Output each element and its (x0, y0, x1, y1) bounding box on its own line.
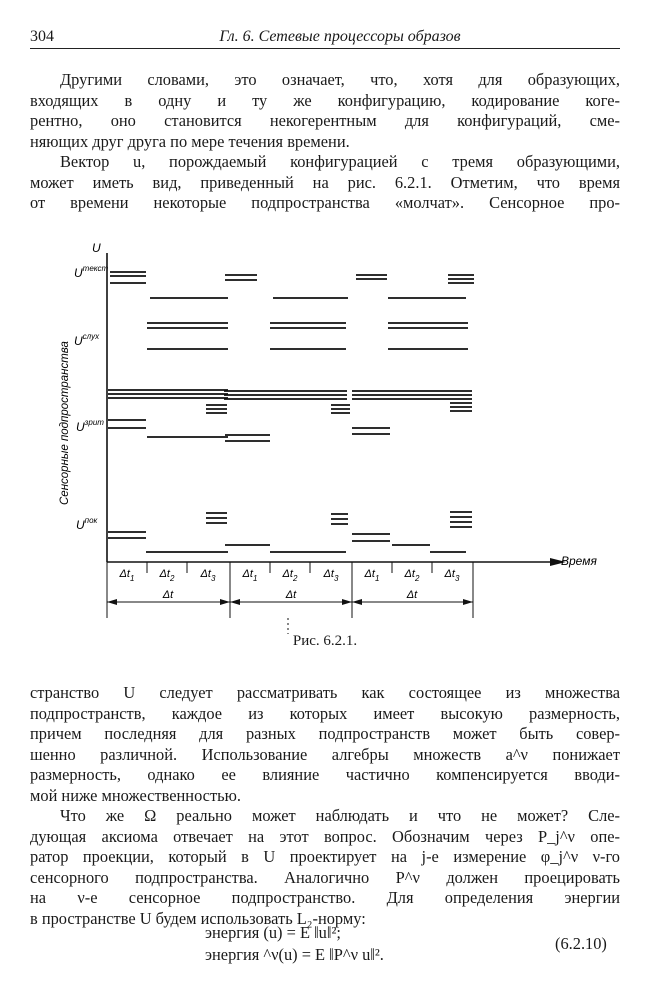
text-line: подпространств, каждое из которых имеет высокую размерность, (30, 703, 620, 723)
sub-interval-label: $\Delta t_1$ (364, 568, 380, 583)
text-line: на ν-е сенсорное подпространство. Для определения энергии (30, 888, 620, 907)
text-line: размерность, однако ее влияние частично компенсируется вводи- (30, 765, 620, 784)
interval-label: Δt (406, 589, 418, 601)
subspace-label-touch (76, 516, 99, 532)
subspace-label-vision (76, 418, 104, 434)
paragraph-3 (30, 683, 620, 806)
text-line: рентно, оно становится некогерентным для конфигураций, сме- (30, 111, 620, 130)
sub-interval-label: $\Delta t_1$ (242, 568, 258, 583)
equation-block (205, 922, 384, 966)
text-line: няющих друг друга по мере течения времени. (30, 131, 350, 151)
text-line: странство U следует рассматривать как состоящее из множества (30, 683, 620, 702)
sub-interval-label: $\Delta t_3$ (444, 568, 460, 583)
page-number: 304 (30, 28, 54, 45)
vertical-axis-title: Сенсорные подпространства (59, 341, 71, 505)
sub-interval-label: $\Delta t_3$ (200, 568, 216, 583)
figure-6-2-1 (40, 235, 620, 635)
text-line: шенно различной. Использование алгебры множеств a^ν понижает (30, 744, 620, 764)
equation-energy-subspace: энергия ^ν(u) = E ‖P^ν u‖². (205, 945, 384, 964)
svg-text:Uслух: $U^{слух}$ (74, 332, 100, 348)
subspace-label-text (74, 264, 108, 280)
equation-energy: энергия (u) = E ‖u‖²; (205, 923, 341, 942)
svg-text:Uпок: $U^{пок}$ (76, 516, 98, 532)
interval-label: Δt (162, 589, 174, 601)
interval-label: Δt (285, 589, 297, 601)
figure-caption: Рис. 6.2.1. (292, 633, 358, 649)
running-title: Гл. 6. Сетевые процессоры образов (219, 28, 461, 45)
text-line: Другими словами, это означает, что, хотя для образующих, (60, 70, 620, 89)
subspace-label-hearing (74, 332, 100, 348)
sub-interval-label: $\Delta t_2$ (404, 568, 420, 583)
text-line: Что же Ω реально может наблюдать и что не может? Сле- (60, 806, 620, 825)
text-line: Вектор u, порождаемый конфигурацией с тремя образующими, (60, 152, 620, 171)
text-line: дующая аксиома отвечает на этот вопрос. Обозначим через P_j^ν опе- (30, 826, 620, 846)
paragraph-1 (30, 70, 620, 152)
text-line: причем последняя для разных подпространств может быть совер- (30, 724, 620, 743)
paragraph-2 (30, 152, 620, 214)
signal-bars (108, 272, 474, 552)
svg-text:Uтекст: $U^{текст}$ (74, 264, 109, 280)
y-axis-label: U (92, 241, 101, 255)
text-line: мой ниже множественностью. (30, 785, 241, 805)
svg-text:Uзрит: $U^{зрит}$ (76, 418, 104, 434)
text-line: в пространстве U будем использовать L₂-норму: (30, 908, 366, 928)
sub-interval-label: $\Delta t_1$ (119, 568, 135, 583)
equation-number: (6.2.10) (555, 934, 607, 953)
paragraph-4 (30, 806, 620, 929)
header-rule (30, 48, 620, 49)
page-header (30, 28, 620, 50)
x-axis-label: Время (561, 554, 597, 568)
sub-interval-label: $\Delta t_3$ (323, 568, 339, 583)
text-line: от времени некоторые подпространства «молчат». Сенсорное про- (30, 193, 620, 212)
text-line: может иметь вид, приведенный на рис. 6.2.1. Отметим, что время (30, 172, 620, 192)
text-line: ратор проекции, который в U проектирует на j-е измерение φ_j^ν ν-го (30, 847, 620, 866)
sub-interval-label: $\Delta t_2$ (159, 568, 175, 583)
y-axis (92, 241, 107, 562)
text-line: входящих в одну и ту же конфигурацию, кодирование коге- (30, 90, 620, 110)
text-line: сенсорного подпространства. Аналогично P^ν должен проецировать (30, 867, 620, 887)
sub-interval-label: $\Delta t_2$ (282, 568, 298, 583)
